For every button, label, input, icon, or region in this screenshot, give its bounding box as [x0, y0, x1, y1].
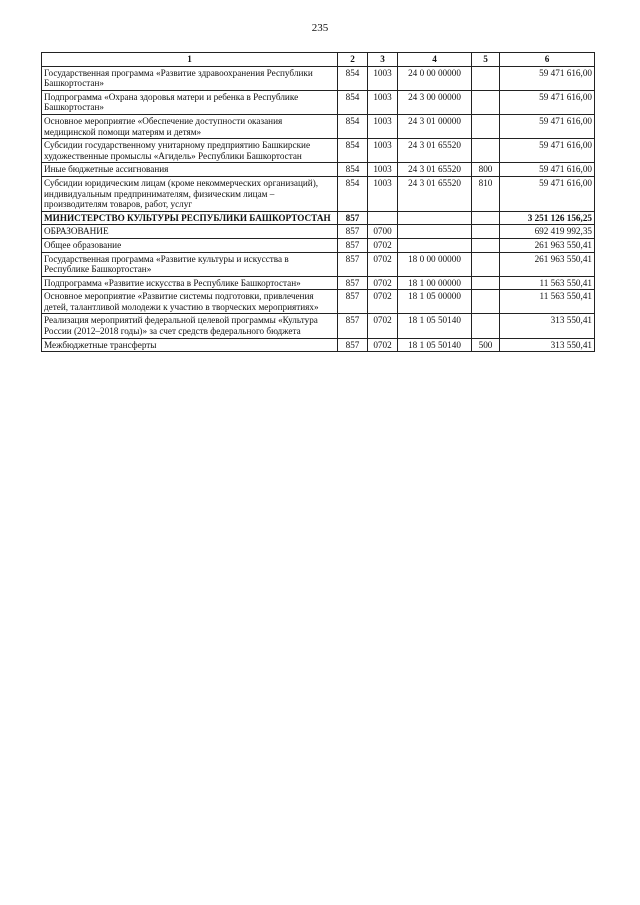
csr-cell: 24 3 01 65520: [398, 139, 472, 163]
page-number: 235: [311, 22, 329, 34]
table-row: [42, 211, 595, 225]
vr-cell: [472, 238, 500, 252]
ved-cell: 857: [338, 238, 368, 252]
ved-cell: 857: [338, 211, 368, 225]
ved-cell: 857: [338, 314, 368, 338]
rz-cell: 1003: [368, 90, 398, 114]
sum-cell: 261 963 550,41: [500, 238, 595, 252]
rz-cell: 0702: [368, 276, 398, 290]
csr-cell: 18 1 05 50140: [398, 314, 472, 338]
csr-cell: 24 0 00 00000: [398, 66, 472, 90]
table-row: [42, 252, 595, 276]
sum-cell: 313 550,41: [500, 314, 595, 338]
sum-cell: 3 251 126 156,25: [500, 211, 595, 225]
table-row: [42, 276, 595, 290]
vr-cell: [472, 314, 500, 338]
name-cell: Подпрограмма «Развитие искусства в Республике Башкортостан»: [42, 276, 338, 290]
csr-cell: 18 1 00 00000: [398, 276, 472, 290]
header-col-2: 2: [338, 53, 368, 67]
vr-cell: [472, 211, 500, 225]
name-cell: ОБРАЗОВАНИЕ: [42, 225, 338, 239]
vr-cell: [472, 139, 500, 163]
sum-cell: 261 963 550,41: [500, 252, 595, 276]
ved-cell: 854: [338, 66, 368, 90]
sum-cell: 11 563 550,41: [500, 276, 595, 290]
name-cell: Государственная программа «Развитие культуры и искусства в Республике Башкортостан»: [42, 252, 338, 276]
rz-cell: [368, 211, 398, 225]
csr-cell: 24 3 01 00000: [398, 114, 472, 138]
sum-cell: 59 471 616,00: [500, 163, 595, 177]
table-row: [42, 139, 595, 163]
name-cell: Субсидии юридическим лицам (кроме некоммерческих организаций), индивидуальным предпринимателям, физическим лицам – производителям товаров, работ, услуг: [42, 176, 338, 211]
csr-cell: 18 1 05 50140: [398, 338, 472, 352]
vr-cell: 810: [472, 176, 500, 211]
table-row: [42, 225, 595, 239]
ved-cell: 854: [338, 114, 368, 138]
rz-cell: 0702: [368, 252, 398, 276]
name-cell: МИНИСТЕРСТВО КУЛЬТУРЫ РЕСПУБЛИКИ БАШКОРТОСТАН: [42, 211, 338, 225]
name-cell: Государственная программа «Развитие здравоохранения Республики Башкортостан»: [42, 66, 338, 90]
vr-cell: [472, 90, 500, 114]
sum-cell: 11 563 550,41: [500, 290, 595, 314]
sum-cell: 59 471 616,00: [500, 66, 595, 90]
table-row: [42, 114, 595, 138]
rz-cell: 0702: [368, 338, 398, 352]
name-cell: Реализация мероприятий федеральной целевой программы «Культура России (2012–2018 годы)» за счет средств федерального бюджета: [42, 314, 338, 338]
vr-cell: [472, 252, 500, 276]
vr-cell: [472, 290, 500, 314]
ved-cell: 857: [338, 290, 368, 314]
sum-cell: 313 550,41: [500, 338, 595, 352]
header-col-6: 6: [500, 53, 595, 67]
ved-cell: 854: [338, 139, 368, 163]
table-row: [42, 66, 595, 90]
sum-cell: 692 419 992,35: [500, 225, 595, 239]
name-cell: Иные бюджетные ассигнования: [42, 163, 338, 177]
table-row: [42, 338, 595, 352]
name-cell: Основное мероприятие «Обеспечение доступности оказания медицинской помощи матерям и детям»: [42, 114, 338, 138]
ved-cell: 854: [338, 163, 368, 177]
rz-cell: 1003: [368, 66, 398, 90]
name-cell: Субсидии государственному унитарному предприятию Башкирские художественные промыслы «Агидель» Республики Башкортостан: [42, 139, 338, 163]
table-row: [42, 238, 595, 252]
table-row: [42, 90, 595, 114]
table-row: [42, 314, 595, 338]
rz-cell: 0702: [368, 238, 398, 252]
name-cell: Общее образование: [42, 238, 338, 252]
header-col-3: 3: [368, 53, 398, 67]
header-col-1: 1: [42, 53, 338, 67]
table-row: [42, 290, 595, 314]
header-col-4: 4: [398, 53, 472, 67]
name-cell: Подпрограмма «Охрана здоровья матери и ребенка в Республике Башкортостан»: [42, 90, 338, 114]
vr-cell: [472, 114, 500, 138]
rz-cell: 0700: [368, 225, 398, 239]
ved-cell: 857: [338, 252, 368, 276]
rz-cell: 1003: [368, 139, 398, 163]
csr-cell: [398, 225, 472, 239]
vr-cell: 500: [472, 338, 500, 352]
csr-cell: 24 3 00 00000: [398, 90, 472, 114]
ved-cell: 857: [338, 225, 368, 239]
ved-cell: 857: [338, 276, 368, 290]
name-cell: Межбюджетные трансферты: [42, 338, 338, 352]
csr-cell: 18 1 05 00000: [398, 290, 472, 314]
table-row: [42, 163, 595, 177]
vr-cell: [472, 66, 500, 90]
ved-cell: 857: [338, 338, 368, 352]
csr-cell: [398, 238, 472, 252]
name-cell: Основное мероприятие «Развитие системы подготовки, привлечения детей, талантливой молодежи к участию в творческих мероприятиях»: [42, 290, 338, 314]
rz-cell: 1003: [368, 163, 398, 177]
vr-cell: 800: [472, 163, 500, 177]
csr-cell: 24 3 01 65520: [398, 176, 472, 211]
rz-cell: 0702: [368, 314, 398, 338]
rz-cell: 1003: [368, 176, 398, 211]
ved-cell: 854: [338, 90, 368, 114]
budget-table: [41, 52, 595, 352]
vr-cell: [472, 276, 500, 290]
sum-cell: 59 471 616,00: [500, 90, 595, 114]
header-col-5: 5: [472, 53, 500, 67]
table-row: [42, 176, 595, 211]
rz-cell: 1003: [368, 114, 398, 138]
csr-cell: 24 3 01 65520: [398, 163, 472, 177]
sum-cell: 59 471 616,00: [500, 139, 595, 163]
csr-cell: 18 0 00 00000: [398, 252, 472, 276]
sum-cell: 59 471 616,00: [500, 176, 595, 211]
vr-cell: [472, 225, 500, 239]
ved-cell: 854: [338, 176, 368, 211]
csr-cell: [398, 211, 472, 225]
table-header-row: [42, 53, 595, 67]
table-body: [42, 66, 595, 352]
rz-cell: 0702: [368, 290, 398, 314]
sum-cell: 59 471 616,00: [500, 114, 595, 138]
